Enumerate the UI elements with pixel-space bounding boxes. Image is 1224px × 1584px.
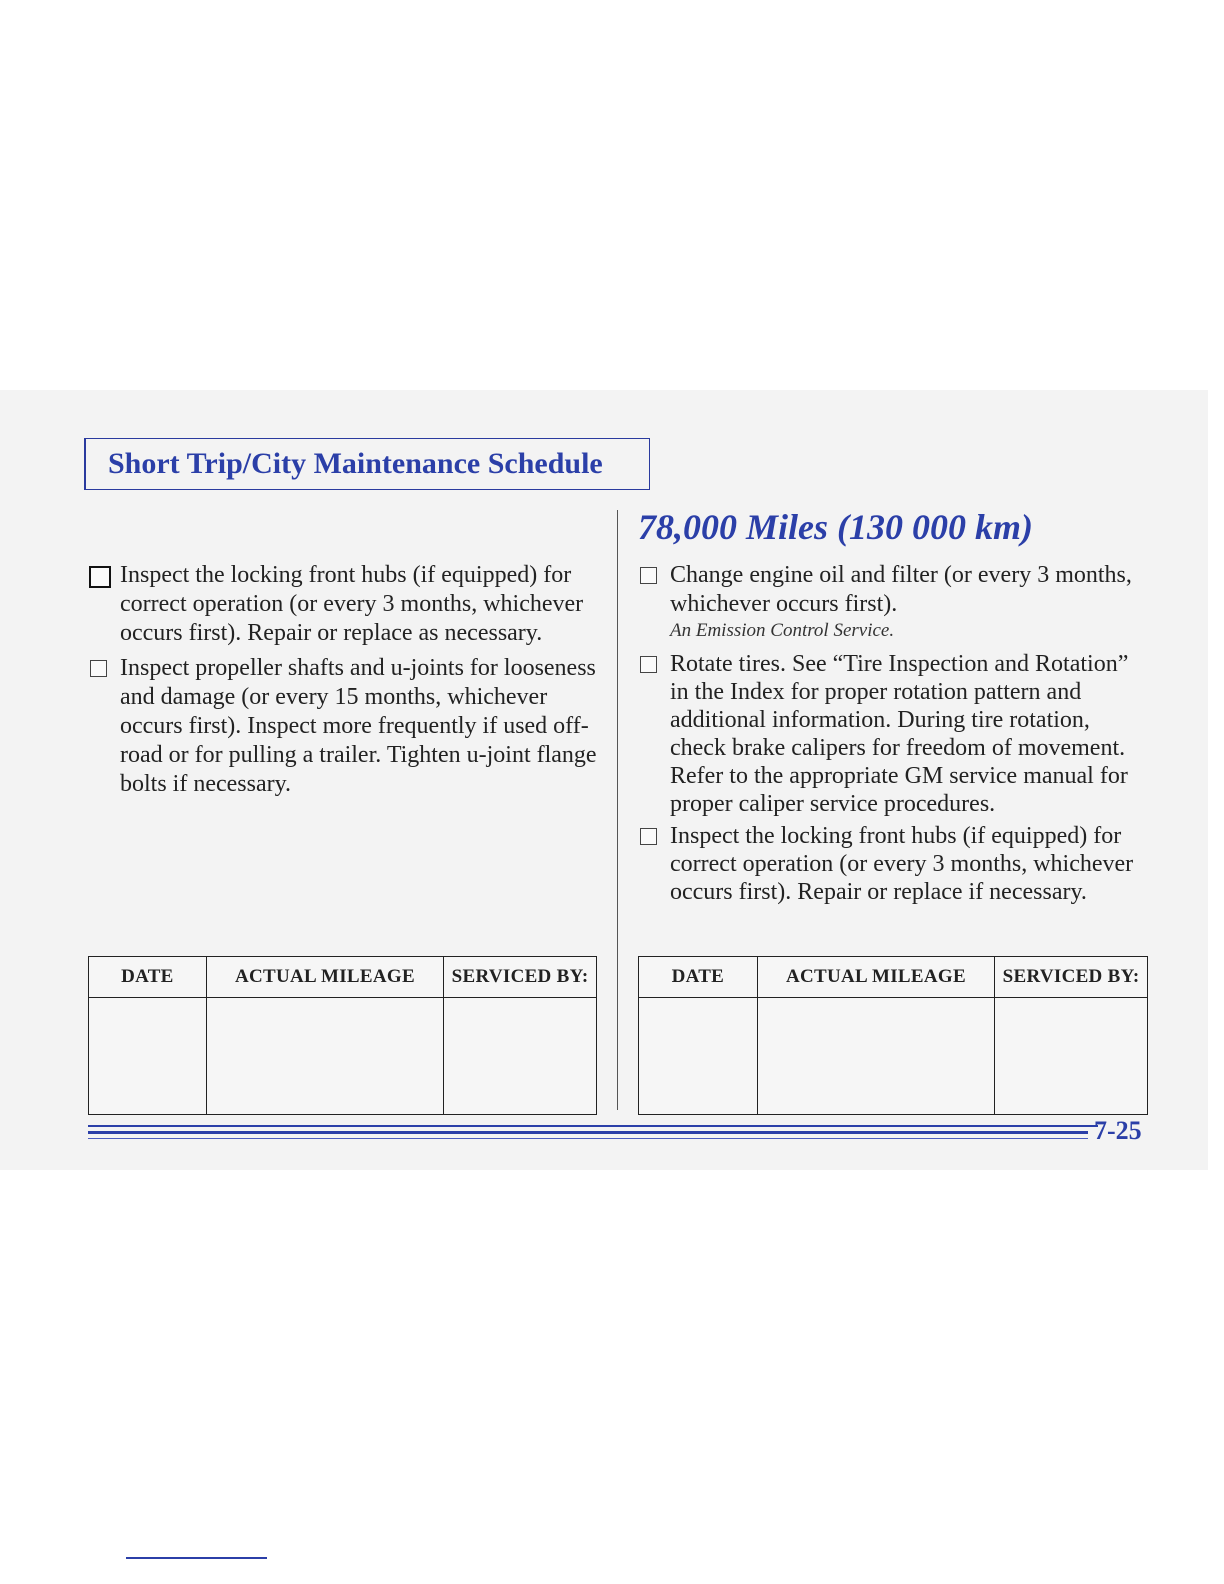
checkbox[interactable] xyxy=(89,566,111,588)
checklist-item-text: Rotate tires. See “Tire Inspection and Rotation” in the Index for proper rotation pattern and additional information. During tire rotation, check brake calipers for freedom of movement. Refer to the appropriate GM service manual for proper caliper service procedures. xyxy=(670,651,1129,817)
mileage-heading: 78,000 Miles (130 000 km) xyxy=(638,507,1033,547)
serviced-by-cell[interactable] xyxy=(995,998,1148,1115)
checklist-item xyxy=(90,561,600,648)
footer-rule xyxy=(88,1131,1088,1134)
checklist-item-text: Inspect propeller shafts and u-joints for looseness and damage (or every 15 months, whichever occurs first). Inspect more frequently if used off-road or for pulling a trailer. Tighten u-joint flange bolts if necessary. xyxy=(120,655,597,797)
section-title-box xyxy=(84,438,650,490)
column-header-actual-mileage: ACTUAL MILEAGE xyxy=(757,957,994,998)
footnote-rule xyxy=(126,1557,267,1559)
section-title: Short Trip/City Maintenance Schedule xyxy=(108,447,603,480)
footer-rule xyxy=(88,1138,1088,1139)
checkbox[interactable] xyxy=(640,828,657,845)
page-number: 7-25 xyxy=(1094,1116,1142,1145)
table-row xyxy=(639,998,1148,1115)
left-column xyxy=(90,561,600,803)
column-header-date: DATE xyxy=(639,957,758,998)
checklist-item xyxy=(90,654,600,799)
checkbox[interactable] xyxy=(640,567,657,584)
checklist-item xyxy=(640,822,1150,906)
emission-note: An Emission Control Service. xyxy=(670,620,895,641)
service-log-table-left xyxy=(88,956,597,1115)
date-cell[interactable] xyxy=(89,998,207,1115)
table-row xyxy=(89,998,597,1115)
checklist-item-text: Inspect the locking front hubs (if equipped) for correct operation (or every 3 months, whichever occurs first). Repair or replace if necessary. xyxy=(670,823,1134,905)
column-divider xyxy=(617,510,618,1110)
column-header-serviced-by: SERVICED BY: xyxy=(444,957,597,998)
date-cell[interactable] xyxy=(639,998,758,1115)
checklist-item-text: Inspect the locking front hubs (if equipped) for correct operation (or every 3 months, whichever occurs first). Repair or replace as necessary. xyxy=(120,562,584,646)
checklist-item xyxy=(640,650,1150,818)
column-header-date: DATE xyxy=(89,957,207,998)
checklist-item xyxy=(640,561,1150,619)
serviced-by-cell[interactable] xyxy=(444,998,597,1115)
right-column xyxy=(640,561,1150,910)
mileage-cell[interactable] xyxy=(206,998,443,1115)
footer-rule xyxy=(88,1125,1098,1127)
checkbox[interactable] xyxy=(640,656,657,673)
checklist-item-text: Change engine oil and filter (or every 3 months, whichever occurs first). xyxy=(670,562,1132,617)
service-log-table-right xyxy=(638,956,1148,1115)
checkbox[interactable] xyxy=(90,660,107,677)
column-header-serviced-by: SERVICED BY: xyxy=(995,957,1148,998)
column-header-actual-mileage: ACTUAL MILEAGE xyxy=(206,957,443,998)
mileage-cell[interactable] xyxy=(757,998,994,1115)
